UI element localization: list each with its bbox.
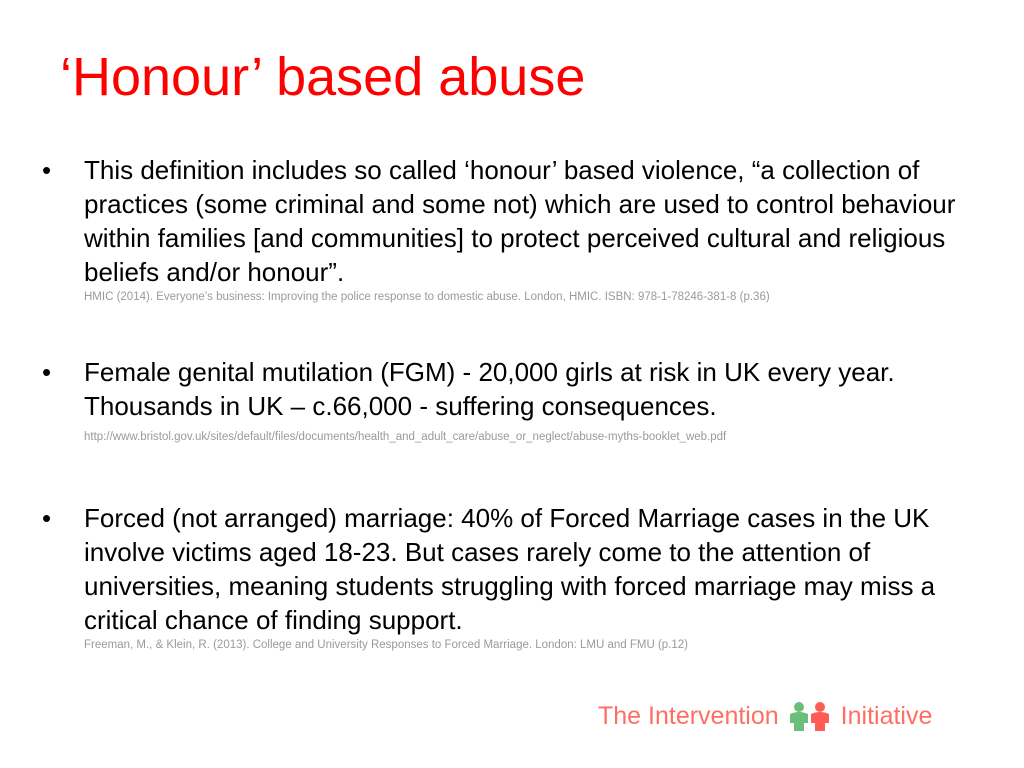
bullet-marker: • — [42, 503, 52, 533]
intervention-initiative-logo — [598, 696, 932, 736]
bullet-marker: • — [42, 155, 52, 185]
bullet-list — [40, 153, 980, 653]
bullet-marker: • — [42, 357, 52, 387]
bullet-fgm — [40, 355, 980, 445]
bullet-text: This definition includes so called ‘honour’ based violence, “a collection of practices (some criminal and some not) which are used to control behaviour within families [and communities] to protect perceived cultural and religious beliefs and/or honour”. — [84, 155, 956, 287]
person-green-icon — [790, 702, 808, 731]
logo-text-right: Initiative — [840, 701, 933, 730]
bullet-text: Female genital mutilation (FGM) - 20,000 girls at risk in UK every year. Thousands in UK – c.66,000 - suffering consequences. — [84, 357, 895, 421]
two-people-icon — [787, 701, 833, 731]
person-red-icon — [811, 702, 829, 731]
slide-title: ‘Honour’ based abuse — [60, 47, 586, 107]
source-url[interactable]: http://www.bristol.gov.uk/sites/default/files/documents/health_and_adult_care/abuse_or_neglect/abuse-myths-booklet_web.pdf — [84, 431, 727, 443]
source-citation: Freeman, M., & Klein, R. (2013). College and University Responses to Forced Marriage. London: LMU and FMU (p.12) — [84, 639, 689, 651]
bullet-forced-marriage — [40, 501, 980, 653]
source-citation: HMIC (2014). Everyone’s business: Improving the police response to domestic abuse. London, HMIC. ISBN: 978-1-78246-381-8 (p.36) — [84, 291, 770, 303]
logo-text-left: The Intervention — [598, 701, 779, 730]
bullet-honour-violence — [40, 153, 980, 305]
bullet-text: Forced (not arranged) marriage: 40% of Forced Marriage cases in the UK involve victims aged 18-23. But cases rarely come to the attention of universities, meaning students struggling with forced marriage may miss a critical chance of finding support. — [84, 503, 936, 635]
